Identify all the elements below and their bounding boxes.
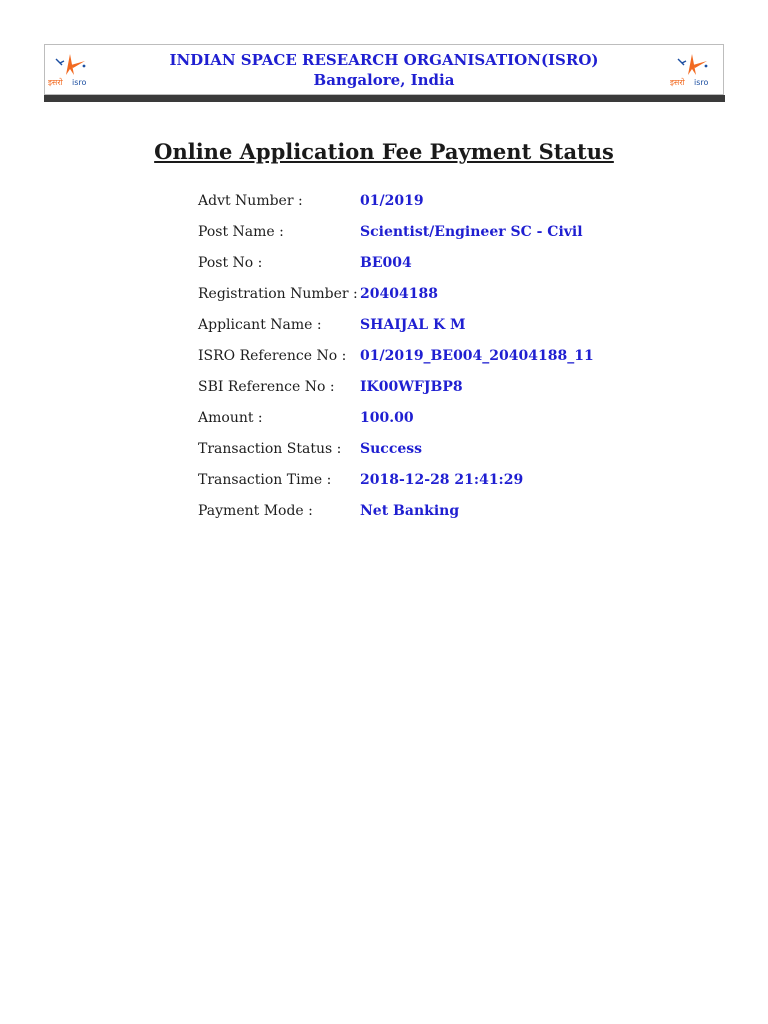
svg-text:इसरो: इसरो xyxy=(670,78,685,87)
detail-label: Advt Number : xyxy=(198,192,303,209)
detail-label: Transaction Status : xyxy=(198,440,342,457)
payment-details xyxy=(198,185,678,526)
detail-value: 100.00 xyxy=(360,409,414,426)
detail-label: SBI Reference No : xyxy=(198,378,335,395)
detail-value: 20404188 xyxy=(360,285,438,302)
detail-value: Scientist/Engineer SC - Civil xyxy=(360,223,583,240)
detail-row-transaction-time xyxy=(198,464,678,495)
svg-text:isro: isro xyxy=(72,78,87,87)
detail-value: 01/2019 xyxy=(360,192,424,209)
detail-value: 01/2019_BE004_20404188_11 xyxy=(360,347,594,364)
detail-label: Amount : xyxy=(198,409,263,426)
detail-row-advt-number xyxy=(198,185,678,216)
organisation-city: Bangalore, India xyxy=(313,71,455,89)
header-divider-bar xyxy=(44,95,725,102)
organisation-name: INDIAN SPACE RESEARCH ORGANISATION(ISRO) xyxy=(169,51,599,69)
detail-value: 2018-12-28 21:41:29 xyxy=(360,471,524,488)
detail-value: Net Banking xyxy=(360,502,460,519)
detail-label: Applicant Name : xyxy=(198,316,322,333)
detail-label: Registration Number : xyxy=(198,285,358,302)
detail-label: Post No : xyxy=(198,254,263,271)
detail-label: Transaction Time : xyxy=(198,471,332,488)
detail-row-registration-number xyxy=(198,278,678,309)
isro-logo-icon xyxy=(669,51,721,89)
detail-row-applicant-name xyxy=(198,309,678,340)
page-header xyxy=(44,44,724,95)
detail-row-payment-mode xyxy=(198,495,678,526)
detail-label: ISRO Reference No : xyxy=(198,347,347,364)
detail-row-post-name xyxy=(198,216,678,247)
detail-row-transaction-status xyxy=(198,433,678,464)
detail-value: BE004 xyxy=(360,254,412,271)
detail-value: Success xyxy=(360,440,423,457)
detail-value: SHAIJAL K M xyxy=(360,316,466,333)
detail-row-amount xyxy=(198,402,678,433)
detail-row-post-no xyxy=(198,247,678,278)
svg-text:isro: isro xyxy=(694,78,709,87)
detail-label: Payment Mode : xyxy=(198,502,313,519)
page-title: Online Application Fee Payment Status xyxy=(154,139,614,164)
svg-text:इसरो: इसरो xyxy=(48,78,63,87)
detail-row-sbi-reference xyxy=(198,371,678,402)
detail-label: Post Name : xyxy=(198,223,284,240)
detail-value: IK00WFJBP8 xyxy=(360,378,463,395)
detail-row-isro-reference xyxy=(198,340,678,371)
